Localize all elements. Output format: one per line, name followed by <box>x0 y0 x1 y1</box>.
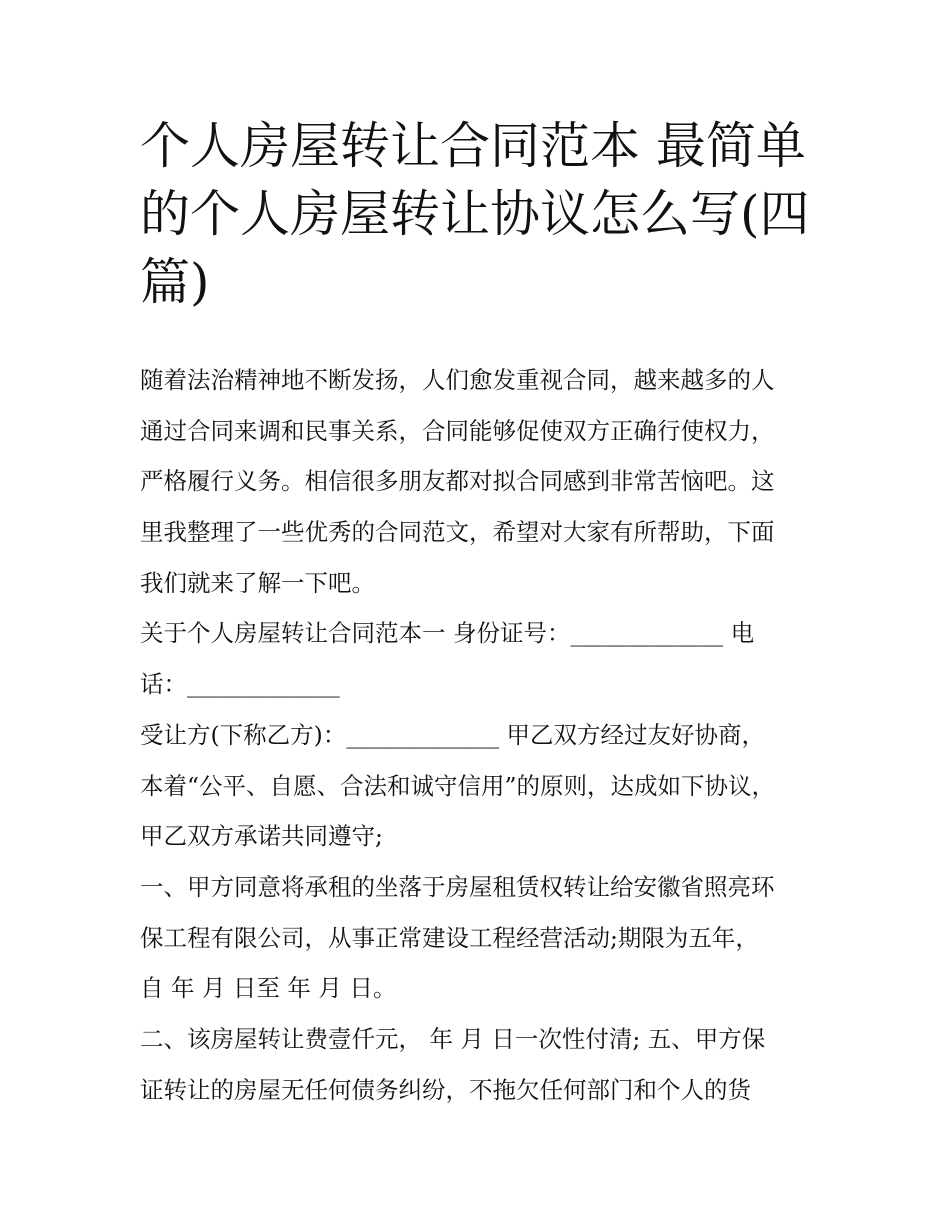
body-line: 通过合同来调和民事关系，合同能够促使双方正确行使权力， <box>140 416 775 445</box>
body-line: 本着“公平、自愿、合法和诚守信用”的原则，达成如下协议， <box>140 771 776 800</box>
body-line: 甲乙双方承诺共同遵守; <box>140 822 383 851</box>
body-line: 里我整理了一些优秀的合同范文，希望对大家有所帮助，下面 <box>140 518 775 547</box>
title-line: 的个人房屋转让协议怎么写(四 <box>140 185 810 243</box>
body-line: 严格履行义务。相信很多朋友都对拟合同感到非常苦恼吧。这 <box>140 467 775 496</box>
body-line: 关于个人房屋转让合同范本一 身份证号：_____________ 电 <box>140 619 755 648</box>
body-line: 随着法治精神地不断发扬，人们愈发重视合同，越来越多的人 <box>140 366 775 394</box>
body-line: 一、甲方同意将承租的坐落于房屋租赁权转让给安徽省照亮环 <box>140 872 775 901</box>
document-title <box>140 112 820 316</box>
title-line: 篇) <box>140 253 210 311</box>
body-line: 保工程有限公司，从事正常建设工程经营活动;期限为五年， <box>140 923 759 952</box>
body-line: 我们就来了解一下吧。 <box>140 568 375 597</box>
body-line: 证转让的房屋无任何债务纠纷，不拖欠任何部门和个人的货 <box>140 1075 751 1104</box>
document-body <box>140 355 830 1115</box>
body-line: 自 年 月 日至 年 月 日。 <box>140 974 397 1003</box>
title-line: 个人房屋转让合同范本 最简单 <box>140 117 806 175</box>
body-line: 二、该房屋转让费壹仟元， 年 月 日一次性付清; 五、甲方保 <box>140 1024 766 1053</box>
body-line: 受让方(下称乙方)：_____________ 甲乙双方经过友好协商， <box>140 720 766 749</box>
body-line: 话：_____________ <box>140 670 340 699</box>
